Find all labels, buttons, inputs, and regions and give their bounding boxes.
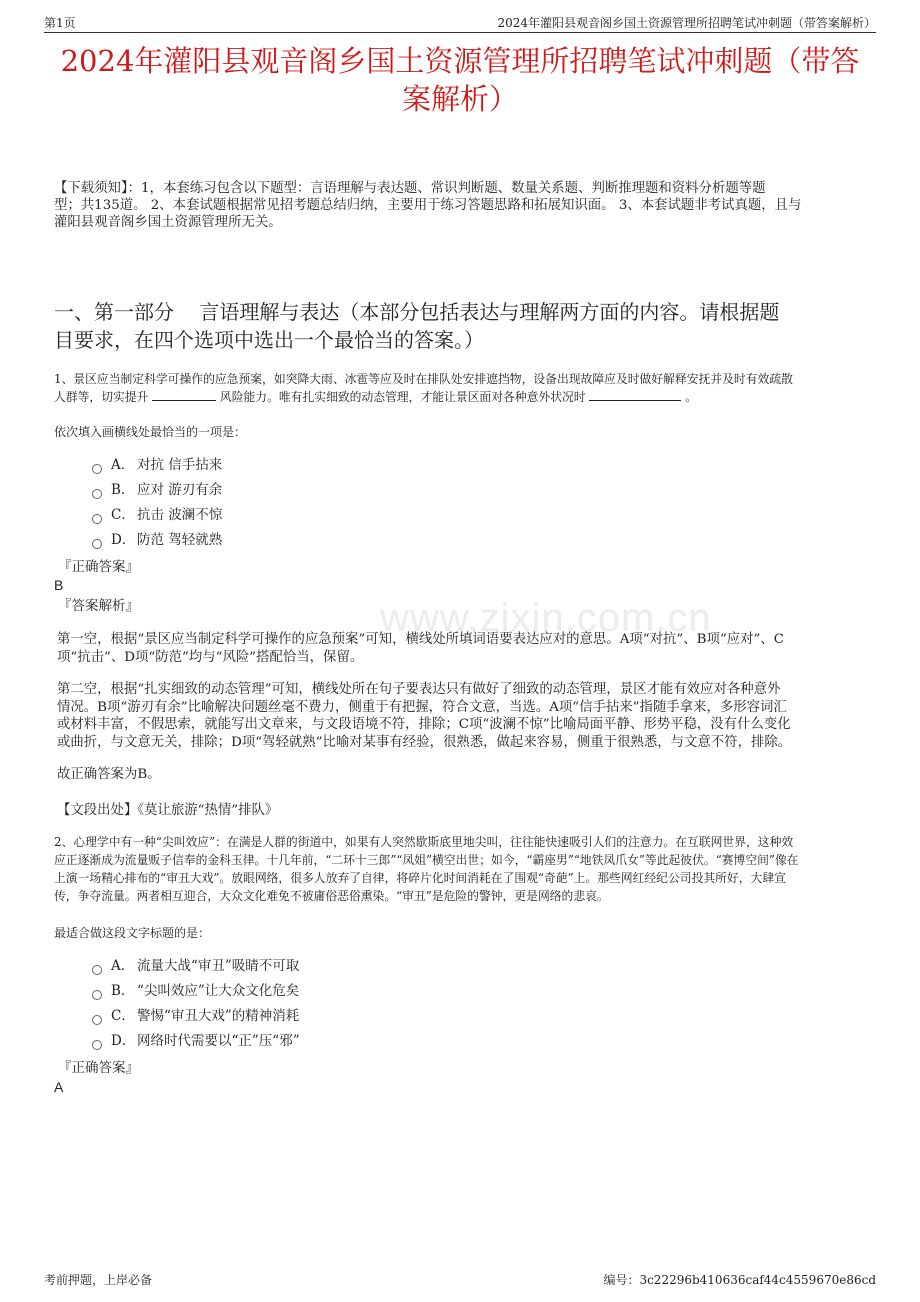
q2-answer: A bbox=[54, 1079, 64, 1095]
option-letter: D． bbox=[111, 1033, 136, 1049]
title-line-2: 案解析） bbox=[401, 82, 518, 116]
option-text: 抗击 波澜不惊 bbox=[137, 507, 223, 523]
q1-line-2b: 风险能力。唯有扎实细致的动态管理，才能让景区面对各种意外状况时 bbox=[219, 390, 586, 404]
q1-p1-line-2: 项“抗击”、D项“防范”均与“风险”搭配恰当，保留。 bbox=[57, 649, 364, 665]
q1-option-b[interactable] bbox=[92, 478, 222, 503]
page-number: 第1页 bbox=[44, 16, 76, 30]
radio-icon[interactable] bbox=[92, 464, 102, 474]
notice-line-2: 型；共135道。 2、本套试题根据常见招考题总结归纳，主要用于练习答题思路和拓展知识面。 3、本套试题非考试真题，且与 bbox=[54, 198, 802, 213]
q1-analysis-label: 『答案解析』 bbox=[58, 598, 139, 614]
q1-analysis-paragraph-2 bbox=[57, 681, 864, 751]
q1-p2-line-2: 情况。B项“游刃有余”比喻解决问题丝毫不费力，侧重于有把握，符合文意，当选。A项“信手拈来”指随手拿来，多形容词汇 bbox=[57, 699, 787, 715]
footer-doc-id: 编号：3c22296b410636caf44c4559670e86cd bbox=[603, 1273, 876, 1287]
q2-prompt: 最适合做这段文字标题的是： bbox=[54, 926, 211, 940]
option-text: “尖叫效应”让大众文化危矣 bbox=[137, 983, 300, 999]
header-doc-title: 2024年灌阳县观音阁乡国土资源管理所招聘笔试冲刺题（带答案解析） bbox=[497, 16, 876, 30]
download-notice bbox=[54, 180, 868, 231]
radio-icon[interactable] bbox=[92, 489, 102, 499]
section-heading-line-1: 一、第一部分 言语理解与表达（本部分包括表达与理解两方面的内容。请根据题 bbox=[54, 300, 780, 324]
footer-slogan: 考前押题，上岸必备 bbox=[44, 1273, 153, 1287]
q2-line-1: 2、心理学中有一种“尖叫效应”：在满是人群的街道中，如果有人突然歇斯底里地尖叫，往往能快速吸引人们的注意力。在互联网世界，这种效 bbox=[54, 835, 794, 849]
fill-blank-2 bbox=[589, 388, 681, 401]
q2-option-d[interactable] bbox=[92, 1029, 300, 1054]
watermark: www.zixin.com.cn bbox=[380, 596, 712, 640]
notice-line-3: 灌阳县观音阁乡国土资源管理所无关。 bbox=[54, 215, 282, 230]
radio-icon[interactable] bbox=[92, 990, 102, 1000]
q1-p2-line-3: 或材料丰富，不假思索，就能写出文章来，与文段语境不符，排除；C项“波澜不惊”比喻局面平静、形势平稳，没有什么变化 bbox=[57, 717, 791, 732]
q1-option-d[interactable] bbox=[92, 528, 222, 553]
q1-prompt: 依次填入画横线处最恰当的一项是： bbox=[54, 425, 247, 439]
option-text: 警惕“审丑大戏”的精神消耗 bbox=[137, 1008, 300, 1024]
q1-p1-line-1: 第一空，根据“景区应当制定科学可操作的应急预案”可知，横线处所填词语要表达应对的意思。A项“对抗”、B项“应对”、C bbox=[57, 632, 784, 647]
q1-line-2 bbox=[54, 388, 870, 406]
q1-p2-line-4: 或曲折，与文意无关，排除；D项“驾轻就熟”比喻对某事有经验，很熟悉，做起来容易，侧重于很熟悉，与文意不符，排除。 bbox=[57, 734, 792, 750]
fill-blank-1 bbox=[152, 388, 216, 401]
q2-line-2: 应正逐渐成为流量贩子信奉的金科玉律。十几年前，“二环十三郎”“凤姐”横空出世；如今，“霸座男”“地铁凤爪女”等此起彼伏。“赛博空间”像在 bbox=[54, 853, 799, 867]
option-letter: A． bbox=[111, 958, 135, 974]
q1-options bbox=[92, 453, 222, 553]
radio-icon[interactable] bbox=[92, 539, 102, 549]
radio-icon[interactable] bbox=[92, 1015, 102, 1025]
q1-line-2a: 人群等，切实提升 bbox=[54, 390, 149, 404]
q1-line-1: 1、景区应当制定科学可操作的应急预案，如突降大雨、冰雹等应及时在排队处安排遮挡物，设备出现故障应及时做好解释安抚并及时有效疏散 bbox=[54, 372, 793, 386]
q2-options bbox=[92, 954, 300, 1054]
option-text: 防范 驾轻就熟 bbox=[137, 532, 223, 548]
q2-option-a[interactable] bbox=[92, 954, 300, 979]
page-header bbox=[44, 12, 876, 33]
q2-option-c[interactable] bbox=[92, 1004, 300, 1029]
notice-line-1: 【下载须知】：1，本套练习包含以下题型：言语理解与表达题、常识判断题、数量关系题、判断推理题和资料分析题等题 bbox=[54, 181, 766, 196]
option-text: 应对 游刃有余 bbox=[137, 482, 223, 498]
option-text: 对抗 信手拈来 bbox=[137, 457, 223, 473]
q2-answer-label: 『正确答案』 bbox=[58, 1060, 139, 1076]
q1-source: 【文段出处】《莫让旅游“热情”排队》 bbox=[57, 803, 279, 818]
radio-icon[interactable] bbox=[92, 1040, 102, 1050]
q1-line-2c: 。 bbox=[685, 390, 697, 404]
q2-option-b[interactable] bbox=[92, 979, 300, 1004]
option-letter: B． bbox=[111, 983, 135, 999]
question-2-stem bbox=[54, 833, 870, 905]
page-footer bbox=[44, 1271, 876, 1288]
q2-line-4: 传，争夺流量。两者相互迎合，大众文化难免不被庸俗恶俗熏染。“审丑”是危险的警钟，更是网络的悲哀。 bbox=[54, 889, 609, 903]
option-letter: C． bbox=[111, 507, 135, 523]
radio-icon[interactable] bbox=[92, 965, 102, 975]
document-title bbox=[40, 42, 880, 118]
radio-icon[interactable] bbox=[92, 514, 102, 524]
option-letter: B． bbox=[111, 482, 135, 498]
q1-answer-label: 『正确答案』 bbox=[58, 559, 139, 575]
option-text: 网络时代需要以“正”压“邪” bbox=[137, 1033, 300, 1049]
q1-conclusion: 故正确答案为B。 bbox=[57, 767, 161, 782]
q2-line-3: 上演一场精心排布的“审丑大戏”。放眼网络，很多人放弃了自律，将碎片化时间消耗在了围观“奇葩”上。那些网红经纪公司投其所好，大肆宣 bbox=[54, 871, 786, 885]
option-letter: D． bbox=[111, 532, 136, 548]
section-heading bbox=[54, 298, 870, 354]
question-1-stem bbox=[54, 370, 870, 406]
section-heading-line-2: 目要求，在四个选项中选出一个最恰当的答案。） bbox=[54, 328, 484, 352]
title-line-1: 2024年灌阳县观音阁乡国土资源管理所招聘笔试冲刺题（带答 bbox=[60, 44, 860, 78]
q1-option-c[interactable] bbox=[92, 503, 222, 528]
q1-p2-line-1: 第二空，根据“扎实细致的动态管理”可知，横线处所在句子要表达只有做好了细致的动态管理，景区才能有效应对各种意外 bbox=[57, 682, 781, 697]
option-text: 流量大战“审丑”吸睛不可取 bbox=[137, 958, 300, 974]
option-letter: A． bbox=[111, 457, 135, 473]
q1-answer: B bbox=[54, 577, 64, 593]
q1-option-a[interactable] bbox=[92, 453, 222, 478]
option-letter: C． bbox=[111, 1008, 135, 1024]
